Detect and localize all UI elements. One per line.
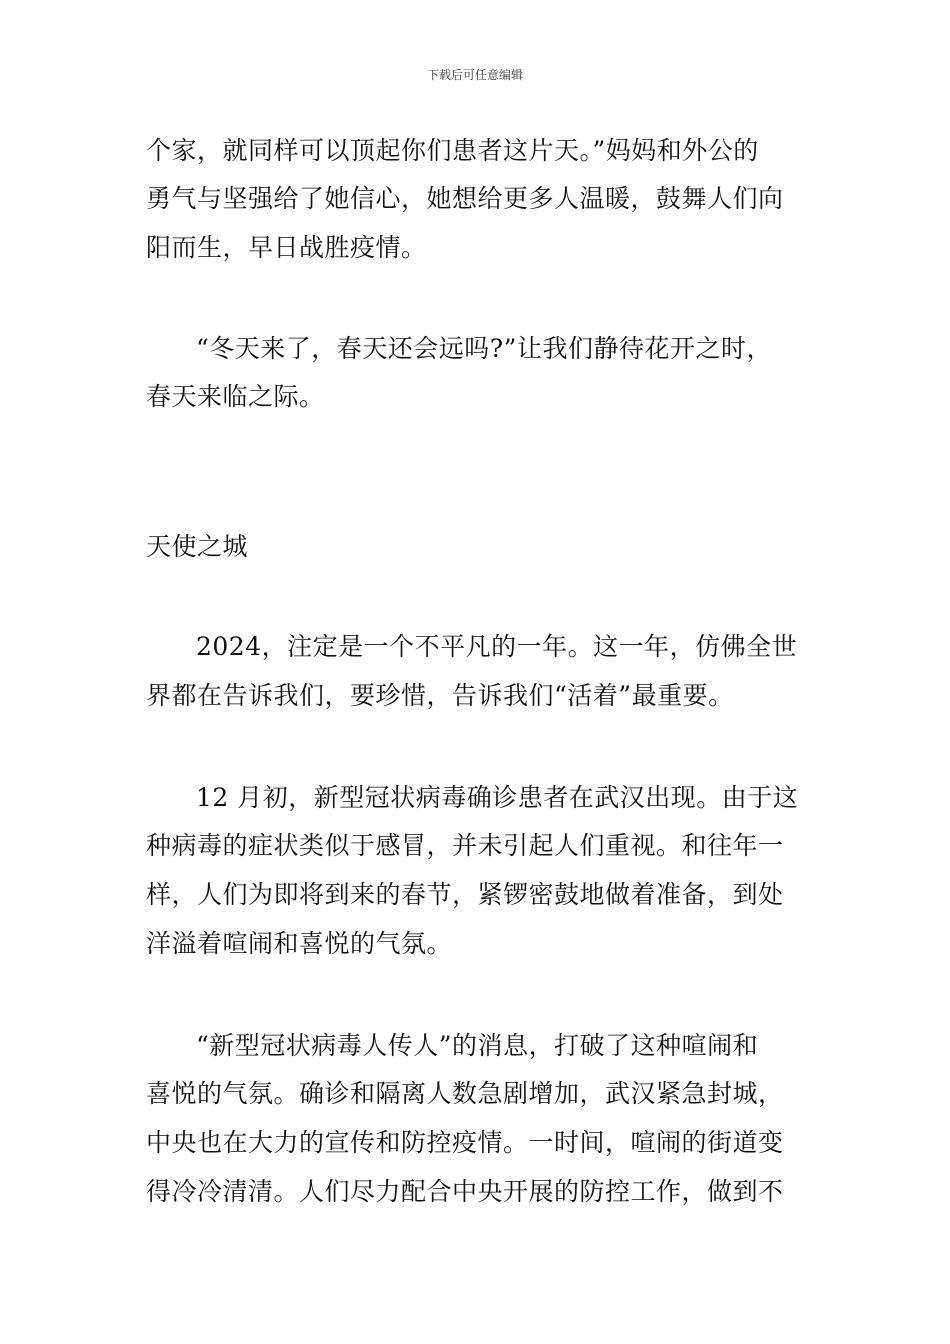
page-header: 下载后可任意编辑 bbox=[426, 68, 523, 82]
text-line: 12 月初，新型冠状病毒确诊患者在武汉出现。由于这 bbox=[196, 783, 799, 812]
text-line: 中央也在大力的宣传和防控疫情。一时间，喧闹的街道变 bbox=[146, 1128, 784, 1157]
text-line: 2024，注定是一个不平凡的一年。这一年，仿佛全世 bbox=[196, 632, 798, 661]
text-line: 春天来临之际。 bbox=[146, 382, 325, 411]
text-line: 种病毒的症状类似于感冒，并未引起人们重视。和往年一 bbox=[146, 831, 784, 860]
text-line: “冬天来了，春天还会远吗?”让我们静待花开之时， bbox=[196, 334, 772, 363]
text-line: 洋溢着喧闹和喜悦的气氛。 bbox=[146, 929, 453, 958]
text-line: 得冷冷清清。人们尽力配合中央开展的防控工作，做到不 bbox=[146, 1177, 784, 1206]
text-line: 阳而生，早日战胜疫情。 bbox=[146, 233, 427, 262]
text-line: “新型冠状病毒人传人”的消息，打破了这种喧闹和 bbox=[196, 1031, 759, 1060]
text-line: 样，人们为即将到来的春节，紧锣密鼓地做着准备，到处 bbox=[146, 880, 784, 909]
text-line: 喜悦的气氛。确诊和隔离人数急剧增加，武汉紧急封城， bbox=[146, 1079, 784, 1108]
section-title: 天使之城 bbox=[146, 532, 249, 561]
text-line: 勇气与坚强给了她信心，她想给更多人温暖，鼓舞人们向 bbox=[146, 184, 784, 213]
text-line: 界都在告诉我们，要珍惜，告诉我们“活着”最重要。 bbox=[146, 681, 734, 710]
text-line: 个家，就同样可以顶起你们患者这片天。”妈妈和外公的 bbox=[146, 136, 759, 165]
